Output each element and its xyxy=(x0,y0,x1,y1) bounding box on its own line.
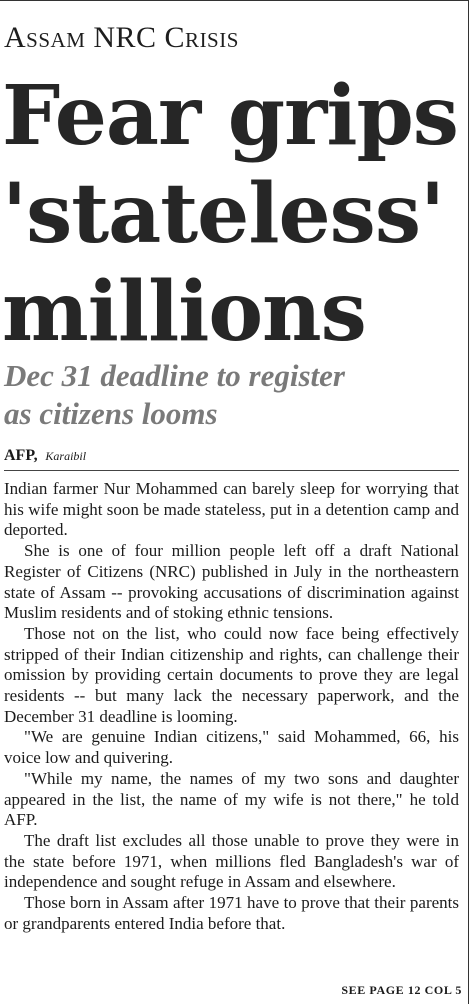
headline-line-3: millions xyxy=(2,264,366,360)
article-paragraph: "We are genuine Indian citizens," said Mohammed, 66, his voice low and quivering. xyxy=(4,727,459,768)
subheadline-line-1: Dec 31 deadline to register xyxy=(4,358,345,393)
byline xyxy=(4,447,86,465)
byline-dateline: Karaibil xyxy=(45,449,87,463)
byline-agency: AFP, xyxy=(4,447,38,464)
headline-line-1: Fear grips xyxy=(2,68,458,164)
subheadline-line-2: as citizens looms xyxy=(4,396,218,431)
article-paragraph: Indian farmer Nur Mohammed can barely sleep for worrying that his wife might soon be made stateless, put in a detention camp and deported. xyxy=(4,479,459,540)
article-body xyxy=(4,479,459,934)
article-paragraph: "While my name, the names of my two sons and daughter appeared in the list, the name of my wife is not there," he told AFP. xyxy=(4,768,459,830)
divider-rule xyxy=(4,470,459,471)
headline-line-2: 'stateless' xyxy=(2,166,445,262)
article-paragraph: She is one of four million people left off a draft National Register of Citizens (NRC) published in July in the northeastern state of Assam -- provoking accusations of discrimination against Muslim residents and of stoking ethnic tensions. xyxy=(4,541,459,623)
section-kicker: Assam NRC Crisis xyxy=(4,21,239,54)
subheadline xyxy=(4,357,464,433)
article-paragraph: The draft list excludes all those unable to prove they were in the state before 1971, when millions fled Bangladesh's war of independence and sought refuge in Assam and elsewhere. xyxy=(4,830,459,892)
continued-on-page-link[interactable]: SEE PAGE 12 COL 5 xyxy=(341,983,462,997)
headline xyxy=(2,67,467,361)
article-paragraph: Those born in Assam after 1971 have to prove that their parents or grandparents entered India before that. xyxy=(4,893,459,933)
article-paragraph: Those not on the list, who could now face being effectively stripped of their Indian citizenship and rights, can challenge their omission by providing certain documents to prove they are legal residents -- but many lack the necessary paperwork, and the December 31 deadline is looming. xyxy=(4,623,459,726)
